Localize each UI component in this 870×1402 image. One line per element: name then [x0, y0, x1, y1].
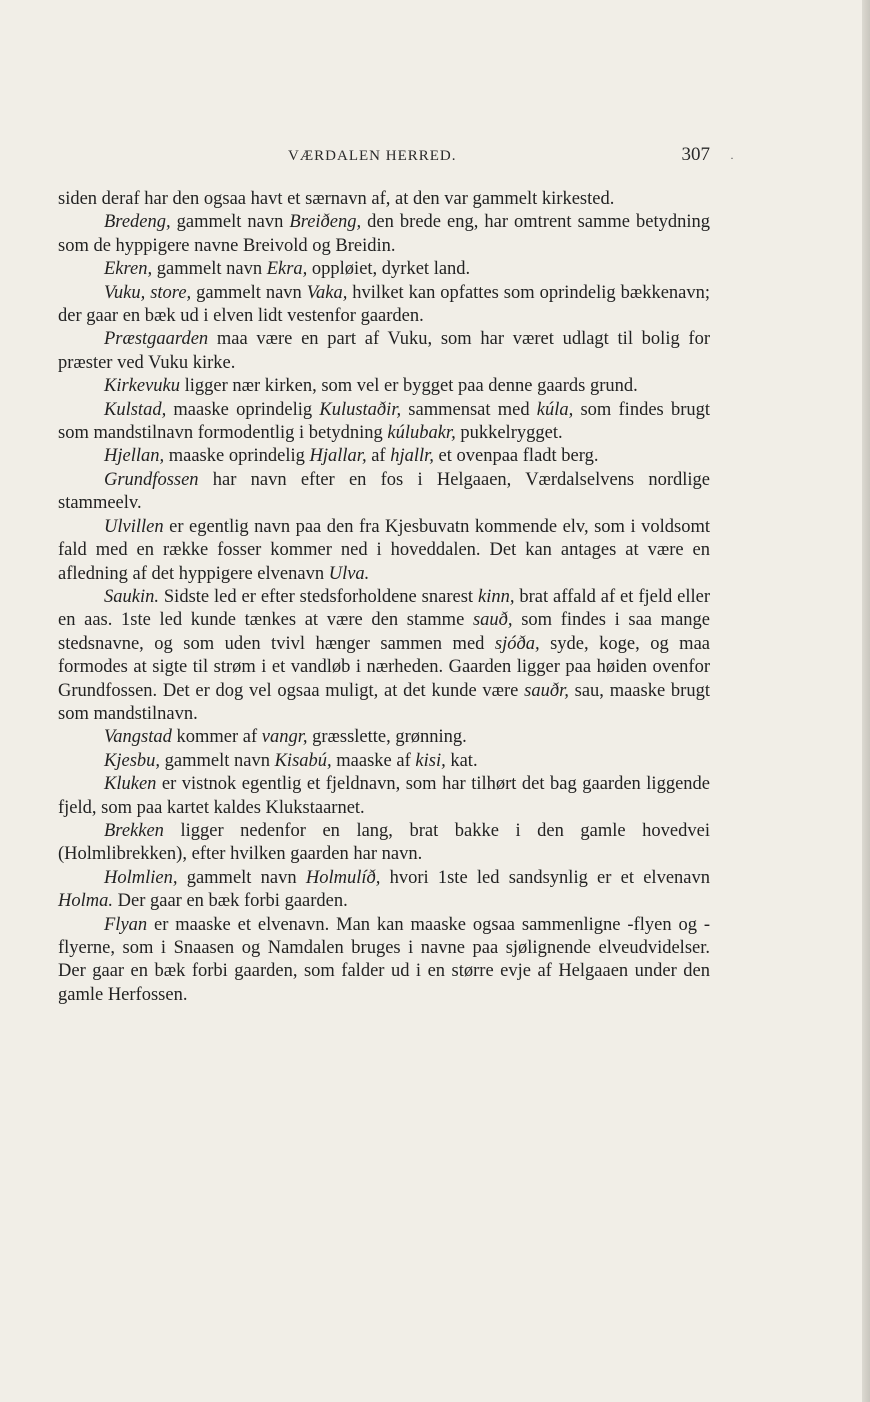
italic-term: Holmulíð, [305, 867, 381, 888]
text-run: et ovenpaa fladt berg. [433, 446, 599, 467]
text-run: gammelt navn [160, 750, 275, 771]
text-run: brat affald af et fjeld eller en aas. 1ste led kunde tænkes at være den stamme [58, 586, 710, 631]
text-run: maaske oprindelig [166, 399, 320, 420]
text-run: er egentlig navn paa den fra Kjesbuvatn kommende elv, som i voldsomt fald med en række fosser kommer ned i hoveddalen. Det kan antages at være en afledning af det hyppigere elvenavn [58, 516, 710, 584]
text-run: gammelt navn [177, 867, 306, 888]
italic-term: Breiðeng, [289, 212, 362, 233]
italic-term: sauð, [472, 610, 513, 631]
text-run: gammelt navn [191, 282, 307, 303]
text-run: siden deraf har den ogsaa havt et særnavn af, at den var gammelt kirkested. [58, 189, 615, 209]
paragraph [58, 726, 710, 749]
paragraph [58, 773, 710, 820]
italic-term: Vaka, [306, 282, 348, 303]
text-run: gammelt navn [170, 212, 290, 233]
text-run: græsslette, grønning. [307, 727, 467, 748]
italic-term: vangr, [261, 727, 308, 748]
text-run: maa være en part af Vuku, som har været udlagt til bolig for præster ved Vuku kirke. [58, 329, 710, 373]
text-run: oppløiet, dyrket land. [307, 259, 471, 280]
italic-term: Vuku, store, [104, 282, 192, 303]
italic-term: sauðr, [524, 680, 569, 701]
text-run: gammelt navn [152, 259, 267, 280]
paragraph [58, 445, 710, 468]
text-run: hvilket kan opfattes som oprindelig bækkenavn; der gaar en bæk ud i elven lidt vestenfor gaarden. [58, 282, 711, 327]
paragraph [58, 516, 710, 586]
paragraph [58, 586, 710, 726]
paragraph [58, 258, 710, 281]
paragraph [58, 328, 710, 375]
paragraph [58, 469, 710, 516]
italic-term: Ekren, [104, 259, 153, 280]
italic-term: hjallr, [390, 446, 434, 467]
text-run: ligger nedenfor en lang, brat bakke i den gamle hovedvei (Holmlibrekken), efter hvilken gaarden har navn. [58, 820, 710, 865]
italic-term: Flyan [104, 914, 148, 935]
text-run: maaske oprindelig [164, 446, 310, 467]
paragraph [58, 375, 710, 398]
italic-term: Ulvillen [104, 516, 164, 537]
text-run: sau, maaske brugt som mandstilnavn. [58, 680, 710, 724]
paragraph [58, 399, 710, 446]
italic-term: Kluken [104, 774, 157, 795]
paragraph [58, 750, 710, 773]
paragraph [58, 820, 710, 867]
text-run: den brede eng, har omtrent samme betydning som de hyppigere navne Breivold og Breidin. [58, 212, 710, 256]
italic-term: Hjallar, [309, 446, 367, 467]
page-number: 307 [681, 144, 710, 165]
italic-term: kúla, [536, 399, 574, 420]
text-run: af [366, 446, 391, 467]
text-run: Sidste led er efter stedsforholdene snarest [158, 586, 478, 607]
italic-term: Holma. [58, 891, 113, 912]
text-run: pukkelrygget. [455, 423, 563, 444]
italic-term: Holmlien, [104, 867, 178, 888]
text-run: maaske af [331, 750, 416, 771]
italic-term: Hjellan, [104, 446, 165, 467]
text-run: Der gaar en bæk forbi gaarden. [113, 891, 348, 912]
paragraph [58, 188, 710, 211]
italic-term: Brekken [104, 820, 164, 841]
page-edge [862, 0, 870, 1402]
text-run: har navn efter en fos i Helgaaen, Værdalselvens nordlige stammeelv. [58, 469, 710, 514]
paragraph [58, 282, 710, 329]
italic-term: Præstgaarden [104, 329, 209, 350]
italic-term: Kirkevuku [104, 376, 181, 397]
running-title: VÆRDALEN HERRED. [288, 148, 457, 164]
text-run: kat. [445, 750, 478, 771]
italic-term: Grundfossen [104, 469, 199, 490]
text-run: er vistnok egentlig et fjeldnavn, som har tilhørt det bag gaarden liggende fjeld, som paa kartet kaldes Klukstaarnet. [58, 774, 710, 818]
page-header [58, 144, 710, 168]
italic-term: sjóða, [494, 633, 540, 654]
italic-term: Saukin. [104, 586, 159, 607]
text-run: som findes i saa mange stedsnavne, og som uden tvivl hænger sammen med [58, 610, 710, 654]
italic-term: kúlubakr, [387, 423, 456, 444]
text-run: syde, koge, og maa formodes at sigte til strøm i et vandløb i nærheden. Gaarden ligger paa høiden ovenfor Grundfossen. Det er dog vel ogsaa muligt, at det kunde være [58, 633, 710, 701]
text-run: er maaske et elvenavn. Man kan maaske ogsaa sammenligne -flyen og -flyerne, som i Snaasen og Namdalen bruges i navne paa sjølignende elveudvidelser. Der gaar en bæk forbi gaarden, som falder ud i en større evje af Helgaaen under den gamle Herfossen. [58, 914, 710, 1005]
margin-mark: · [730, 151, 734, 165]
italic-term: Vangstad [104, 727, 172, 748]
paragraph [58, 867, 710, 914]
italic-term: Bredeng, [104, 212, 171, 233]
paragraph [58, 211, 710, 258]
text-run: som findes brugt som mandstilnavn formodentlig i betydning [58, 399, 710, 444]
italic-term: Kulustaðir, [319, 399, 402, 420]
text-run: hvori 1ste led sandsynlig er et elvenavn [380, 867, 710, 888]
italic-term: Ekra, [266, 259, 308, 280]
text-run: ligger nær kirken, som vel er bygget paa denne gaards grund. [180, 376, 638, 397]
italic-term: Kjesbu, [104, 750, 161, 771]
italic-term: kisi, [415, 750, 446, 771]
text-run: kommer af [171, 727, 262, 748]
italic-term: Ulva. [328, 563, 370, 584]
paragraph [58, 914, 710, 1008]
italic-term: Kulstad, [104, 399, 167, 420]
italic-term: Kisabú, [274, 750, 332, 771]
body-text [58, 188, 710, 1007]
italic-term: kinn, [477, 586, 515, 607]
text-run: sammensat med [401, 399, 537, 420]
